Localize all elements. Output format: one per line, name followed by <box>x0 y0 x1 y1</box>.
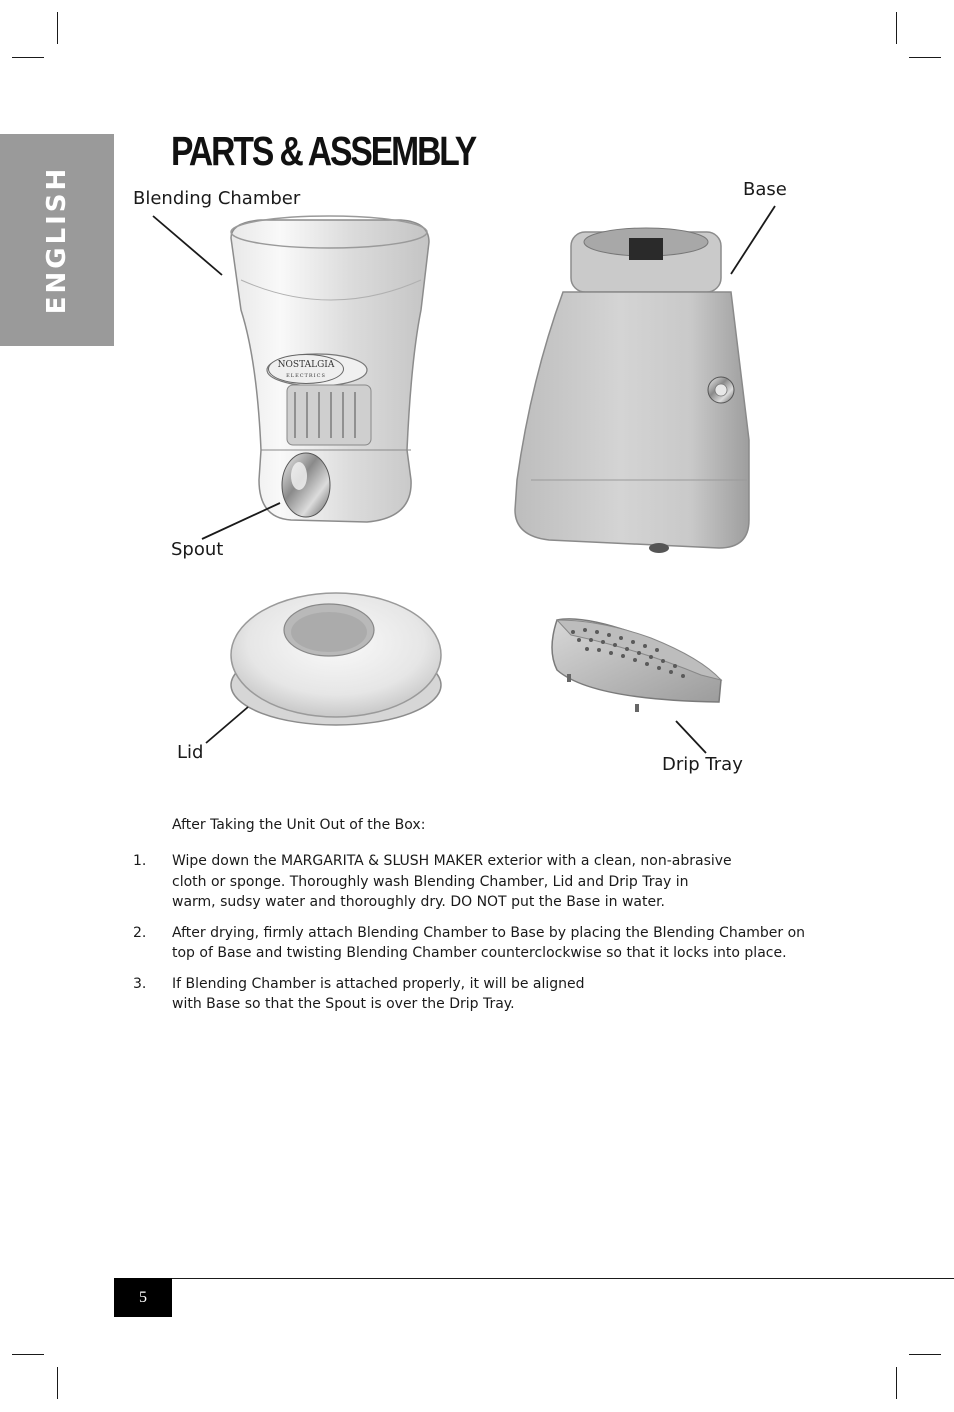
step-number: 3. <box>133 975 147 992</box>
step-text-line: After drying, firmly attach Blending Chamber to Base by placing the Blending Chamber on <box>172 924 806 941</box>
crop-mark <box>12 1354 44 1355</box>
callout-drip-tray: Drip Tray <box>662 754 743 775</box>
drip-tray-image <box>552 619 721 712</box>
step-number: 1. <box>133 853 147 869</box>
step-text-line: warm, sudsy water and thoroughly dry. DO NOT put the Base in water. <box>172 894 665 910</box>
page-number: 5 <box>114 1278 172 1317</box>
crop-mark <box>896 12 897 44</box>
step-text-line: with Base so that the Spout is over the Drip Tray. <box>172 996 515 1012</box>
crop-mark <box>896 1367 897 1399</box>
crop-mark <box>57 12 58 44</box>
callout-spout: Spout <box>171 539 224 560</box>
step-item <box>133 974 823 1015</box>
footer-rule <box>114 1278 954 1279</box>
step-number: 2. <box>133 924 147 941</box>
step-text-line: Wipe down the MARGARITA & SLUSH MAKER exterior with a clean, non-abrasive <box>172 853 732 869</box>
chamber-logo-sub: ELECTRICS <box>286 373 326 379</box>
step-item <box>133 923 823 964</box>
crop-mark <box>909 57 941 58</box>
language-label: ENGLISH <box>42 165 72 315</box>
assembly-steps <box>133 851 823 1025</box>
language-tab <box>0 134 114 346</box>
callout-base: Base <box>743 179 787 200</box>
parts-photo-area <box>171 180 751 780</box>
page-title: PARTS & ASSEMBLY <box>171 128 476 174</box>
instructions-intro: After Taking the Unit Out of the Box: <box>172 817 426 833</box>
chamber-logo <box>268 354 344 384</box>
step-text-line: cloth or sponge. Thoroughly wash Blending Chamber, Lid and Drip Tray in <box>172 873 689 890</box>
crop-mark <box>909 1354 941 1355</box>
chamber-logo-brand: NOSTALGIA <box>277 360 335 370</box>
step-text-line: top of Base and twisting Blending Chamber counterclockwise so that it locks into place. <box>172 945 787 961</box>
crop-mark <box>12 57 44 58</box>
base-image <box>515 228 749 553</box>
step-item <box>133 851 823 913</box>
lid-image <box>231 593 441 725</box>
crop-mark <box>57 1367 58 1399</box>
callout-lid: Lid <box>177 742 204 763</box>
step-text-line: If Blending Chamber is attached properly, it will be aligned <box>172 975 585 992</box>
callout-blending-chamber: Blending Chamber <box>133 188 301 209</box>
